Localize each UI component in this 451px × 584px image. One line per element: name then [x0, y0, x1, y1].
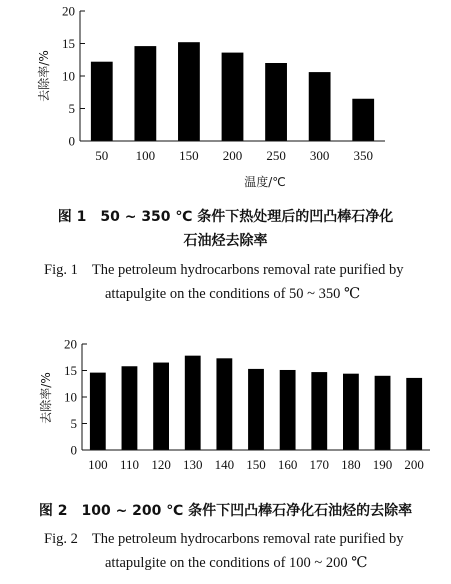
y-tick-label: 20 — [64, 336, 77, 352]
x-tick-label: 250 — [266, 148, 286, 163]
bar-200 — [406, 378, 422, 450]
x-tick-label: 350 — [353, 148, 373, 163]
y-tick-label: 10 — [64, 389, 77, 405]
chart-2-x-axis — [88, 457, 424, 472]
bar-100 — [90, 373, 106, 450]
figure-1-caption-cn-line2-text: 石油烃去除率 — [183, 233, 268, 249]
bar-110 — [122, 366, 138, 450]
x-tick-label: 140 — [214, 457, 235, 472]
x-tick-label: 190 — [372, 457, 393, 472]
x-tick-label: 150 — [246, 457, 266, 472]
figure-1-caption-en — [44, 262, 444, 279]
x-tick-label: 170 — [309, 457, 330, 472]
chart-2 — [0, 330, 451, 480]
y-tick-label: 5 — [68, 101, 75, 116]
bar-160 — [280, 370, 296, 450]
chart-1-x-axis — [95, 148, 373, 163]
figure-2-caption-en — [44, 531, 444, 548]
x-tick-label: 130 — [182, 457, 203, 472]
x-tick-label: 160 — [277, 457, 298, 472]
figure-1-caption-en-line2 — [105, 286, 445, 303]
bar-250 — [265, 63, 287, 141]
bar-200 — [222, 53, 244, 141]
figure-1-number-en: Fig. 1 — [44, 262, 78, 278]
x-tick-label: 150 — [179, 148, 199, 163]
bar-140 — [216, 358, 232, 450]
y-tick-label: 15 — [62, 36, 75, 51]
y-tick-label: 20 — [62, 3, 75, 19]
chart-2-y-axis — [64, 337, 87, 458]
bar-120 — [153, 363, 169, 450]
bar-130 — [185, 356, 201, 450]
bar-50 — [91, 62, 113, 141]
figure-2-caption-en-line1: The petroleum hydrocarbons removal rate purified by — [91, 531, 404, 547]
bar-170 — [311, 372, 327, 450]
x-tick-label: 180 — [341, 457, 361, 472]
figure-1-caption-cn-line2 — [0, 230, 451, 250]
figure-1-caption-en-line1: The petroleum hydrocarbons removal rate purified by — [91, 262, 404, 278]
x-tick-label: 110 — [119, 457, 139, 472]
figure-1-caption-cn — [0, 206, 451, 226]
bar-190 — [375, 376, 391, 450]
x-tick-label: 100 — [135, 148, 156, 163]
y-tick-label: 0 — [68, 133, 75, 149]
chart-1-bars — [91, 42, 374, 141]
figure-1-number-cn: 图 1 — [57, 209, 87, 225]
y-tick-label: 0 — [70, 442, 77, 458]
figure-1-caption-en-line2-text: attapulgite on the conditions of 50 ~ 350 ℃ — [105, 286, 361, 302]
y-tick-label: 5 — [70, 416, 77, 431]
chart-1 — [0, 0, 451, 200]
figure-2-number-cn: 图 2 — [38, 503, 68, 519]
chart-1-x-axis-label: 温度/℃ — [244, 175, 286, 189]
x-tick-label: 120 — [151, 457, 171, 472]
bar-300 — [309, 72, 331, 141]
bar-350 — [352, 99, 374, 141]
figure-2-caption-cn-line1: 100 ~ 200 ℃ 条件下凹凸棒石净化石油烃的去除率 — [81, 503, 413, 519]
chart-1-y-axis-label: 去除率/% — [37, 50, 51, 102]
x-tick-label: 200 — [222, 148, 243, 163]
bar-150 — [178, 42, 200, 141]
bar-150 — [248, 369, 264, 450]
figure-2-caption-en-line2 — [105, 555, 445, 572]
x-tick-label: 100 — [88, 457, 108, 472]
y-tick-label: 10 — [62, 68, 75, 84]
figure-2-caption-cn — [0, 500, 451, 520]
bar-100 — [134, 46, 156, 141]
figure-1-caption-cn-line1: 50 ~ 350 ℃ 条件下热处理后的凹凸棒石净化 — [100, 209, 394, 225]
chart-1-y-axis — [62, 4, 85, 149]
x-tick-label: 200 — [404, 457, 424, 472]
chart-2-bars — [90, 356, 422, 450]
x-tick-label: 50 — [95, 148, 109, 163]
chart-2-y-axis-label: 去除率/% — [39, 372, 53, 424]
figure-2-number-en: Fig. 2 — [44, 531, 78, 547]
y-tick-label: 15 — [64, 363, 77, 378]
bar-180 — [343, 374, 359, 450]
figure-2-caption-en-line2-text: attapulgite on the conditions of 100 ~ 200 ℃ — [105, 555, 368, 571]
x-tick-label: 300 — [309, 148, 330, 163]
